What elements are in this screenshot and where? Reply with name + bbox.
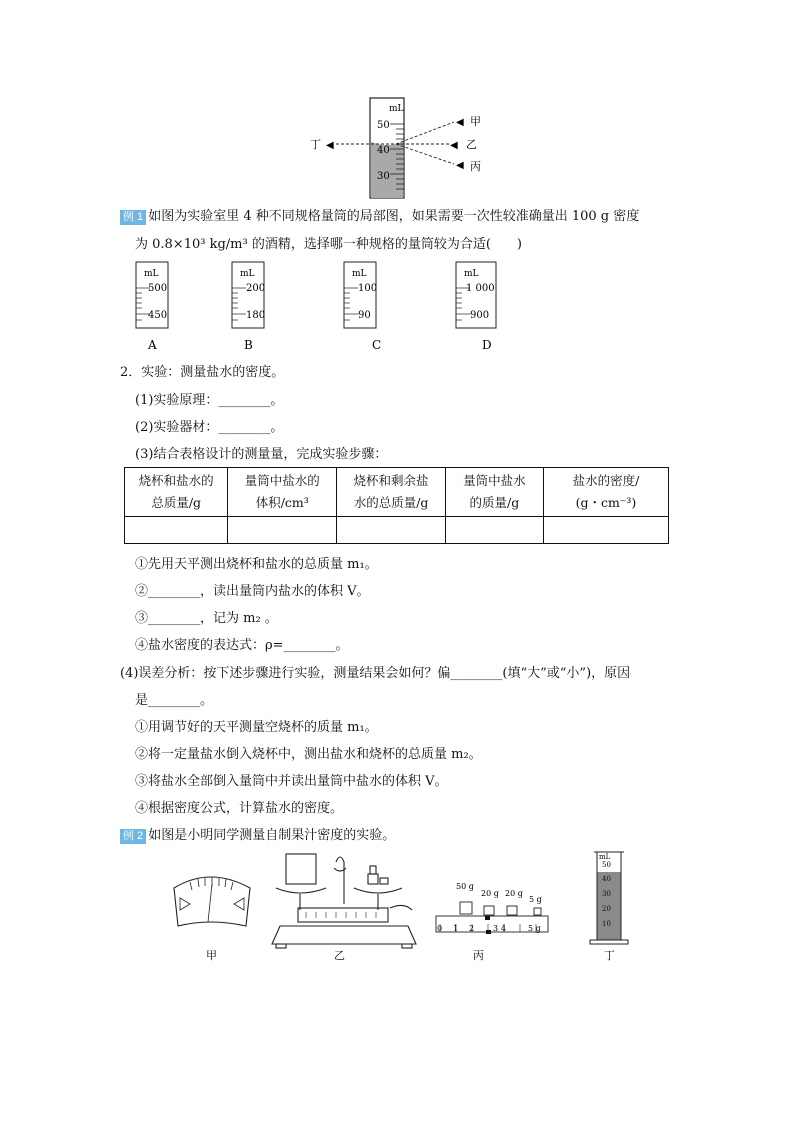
item-steps-intro: (3)结合表格设计的测量量，完成实验步骤： bbox=[135, 447, 388, 462]
item-principle: (1)实验原理：________。 bbox=[135, 393, 284, 408]
option-label: D bbox=[482, 338, 492, 352]
svg-text:100: 100 bbox=[358, 283, 378, 294]
table-cell[interactable] bbox=[125, 517, 228, 544]
svg-text:20: 20 bbox=[602, 905, 611, 913]
svg-text:500: 500 bbox=[148, 283, 168, 294]
svg-text:10: 10 bbox=[602, 920, 611, 928]
step-2: ②________，读出量筒内盐水的体积 V。 bbox=[135, 584, 370, 599]
weights-and-scale bbox=[436, 882, 548, 962]
step-1: ①先用天平测出烧杯和盐水的总质量 m₁。 bbox=[135, 557, 378, 572]
error-analysis-line2: 是________。 bbox=[135, 693, 214, 708]
scale-tick: 0 bbox=[437, 924, 443, 933]
example-tag: 例 2 bbox=[120, 829, 146, 844]
example1-line1 bbox=[120, 205, 639, 225]
weight-label: 20 g bbox=[505, 889, 523, 898]
weight-label: 5 g bbox=[529, 895, 542, 904]
cylinder-option-d bbox=[456, 262, 496, 352]
error-step-3: ③将盐水全部倒入量筒中并读出量筒中盐水的体积 V。 bbox=[135, 774, 448, 789]
cylinder-unit: mL bbox=[599, 853, 611, 861]
svg-text:1 000: 1 000 bbox=[466, 283, 495, 294]
svg-text:30: 30 bbox=[602, 890, 611, 898]
tick-label: 30 bbox=[377, 171, 390, 182]
table-header-cell: 量筒中盐水的 体积/cm³ bbox=[228, 468, 337, 517]
example2-line bbox=[120, 824, 395, 844]
cylinder-options-figure bbox=[120, 258, 520, 356]
table-cell[interactable] bbox=[228, 517, 337, 544]
eye-icon: ◀ bbox=[456, 117, 464, 128]
pointer-dial bbox=[174, 877, 250, 962]
step-4: ④盐水密度的表达式：ρ=________。 bbox=[135, 638, 349, 653]
figure-label: 丙 bbox=[473, 949, 484, 962]
table-header-cell: 烧杯和盐水的 总质量/g bbox=[125, 468, 228, 517]
option-label: A bbox=[148, 338, 157, 352]
table-header-row bbox=[125, 468, 669, 517]
table-cell[interactable] bbox=[543, 517, 668, 544]
cylinder-unit: mL bbox=[389, 104, 404, 114]
reading-cylinder-figure bbox=[300, 92, 500, 200]
table-header-cell: 烧杯和剩余盐 水的总质量/g bbox=[337, 468, 446, 517]
item-equipment: (2)实验器材：________。 bbox=[135, 420, 284, 435]
section2-heading: 2．实验：测量盐水的密度。 bbox=[120, 365, 285, 380]
svg-text:90: 90 bbox=[358, 310, 371, 321]
svg-text:50: 50 bbox=[602, 861, 611, 869]
svg-text:mL: mL bbox=[144, 269, 159, 279]
table-header-cell: 盐水的密度/ (g・cm⁻³) bbox=[543, 468, 668, 517]
example2-text: 如图是小明同学测量自制果汁密度的实验。 bbox=[148, 828, 396, 843]
svg-text:mL: mL bbox=[352, 269, 367, 279]
table-cell[interactable] bbox=[337, 517, 446, 544]
example1-line2: 为 0.8×10³ kg/m³ 的酒精，选择哪一种规格的量筒较为合适( ) bbox=[135, 237, 522, 252]
figure-label: 丁 bbox=[604, 949, 615, 962]
error-step-4: ④根据密度公式，计算盐水的密度。 bbox=[135, 801, 344, 816]
tick-label: 40 bbox=[377, 145, 390, 156]
svg-text:180: 180 bbox=[246, 310, 266, 321]
error-analysis-line1: (4)误差分析：按下述步骤进行实验，测量结果会如何？偏________(填“大”或“小”)，原因 bbox=[120, 666, 631, 681]
svg-text:200: 200 bbox=[246, 283, 266, 294]
svg-text:450: 450 bbox=[148, 310, 168, 321]
scale-tick: 3 bbox=[493, 924, 499, 933]
viewer-label: 甲 bbox=[470, 115, 481, 128]
eye-icon: ◀ bbox=[326, 140, 334, 151]
cylinder-option-a bbox=[136, 262, 168, 352]
table-cell[interactable] bbox=[445, 517, 543, 544]
cylinder-option-c bbox=[344, 262, 381, 352]
scale-tick: 5 g bbox=[528, 924, 541, 933]
scale-tick: 2 bbox=[469, 924, 475, 933]
step-3: ③________，记为 m₂ 。 bbox=[135, 611, 278, 626]
weight-label: 50 g bbox=[456, 882, 474, 891]
figure-label: 乙 bbox=[334, 949, 345, 962]
example1-text: 如图为实验室里 4 种不同规格量筒的局部图，如果需要一次性较准确量出 100 g 密度 bbox=[148, 209, 640, 224]
beam-balance bbox=[272, 854, 416, 962]
figure-label: 甲 bbox=[206, 949, 217, 962]
juice-density-figure bbox=[150, 848, 650, 968]
error-step-2: ②将一定量盐水倒入烧杯中，测出盐水和烧杯的总质量 m₂。 bbox=[135, 747, 482, 762]
table-row bbox=[125, 517, 669, 544]
weight-label: 20 g bbox=[481, 889, 499, 898]
svg-text:40: 40 bbox=[602, 875, 611, 883]
eye-icon: ◀ bbox=[450, 140, 458, 151]
juice-cylinder bbox=[590, 852, 628, 962]
eye-icon: ◀ bbox=[456, 160, 464, 171]
scale-tick: 4 bbox=[501, 924, 507, 933]
viewer-label: 乙 bbox=[466, 138, 477, 151]
table-header-cell: 量筒中盐水 的质量/g bbox=[445, 468, 543, 517]
example-tag: 例 1 bbox=[120, 210, 146, 225]
scale-tick: 1 bbox=[453, 924, 459, 933]
svg-text:mL: mL bbox=[240, 269, 255, 279]
cylinder-option-b bbox=[232, 262, 265, 352]
viewer-label: 丙 bbox=[470, 160, 481, 173]
data-table bbox=[124, 467, 669, 544]
error-step-1: ①用调节好的天平测量空烧杯的质量 m₁。 bbox=[135, 720, 378, 735]
svg-text:900: 900 bbox=[470, 310, 490, 321]
option-label: B bbox=[244, 338, 253, 352]
viewer-label: 丁 bbox=[310, 138, 321, 151]
option-label: C bbox=[372, 338, 382, 352]
svg-text:mL: mL bbox=[464, 269, 479, 279]
tick-label: 50 bbox=[377, 120, 390, 131]
